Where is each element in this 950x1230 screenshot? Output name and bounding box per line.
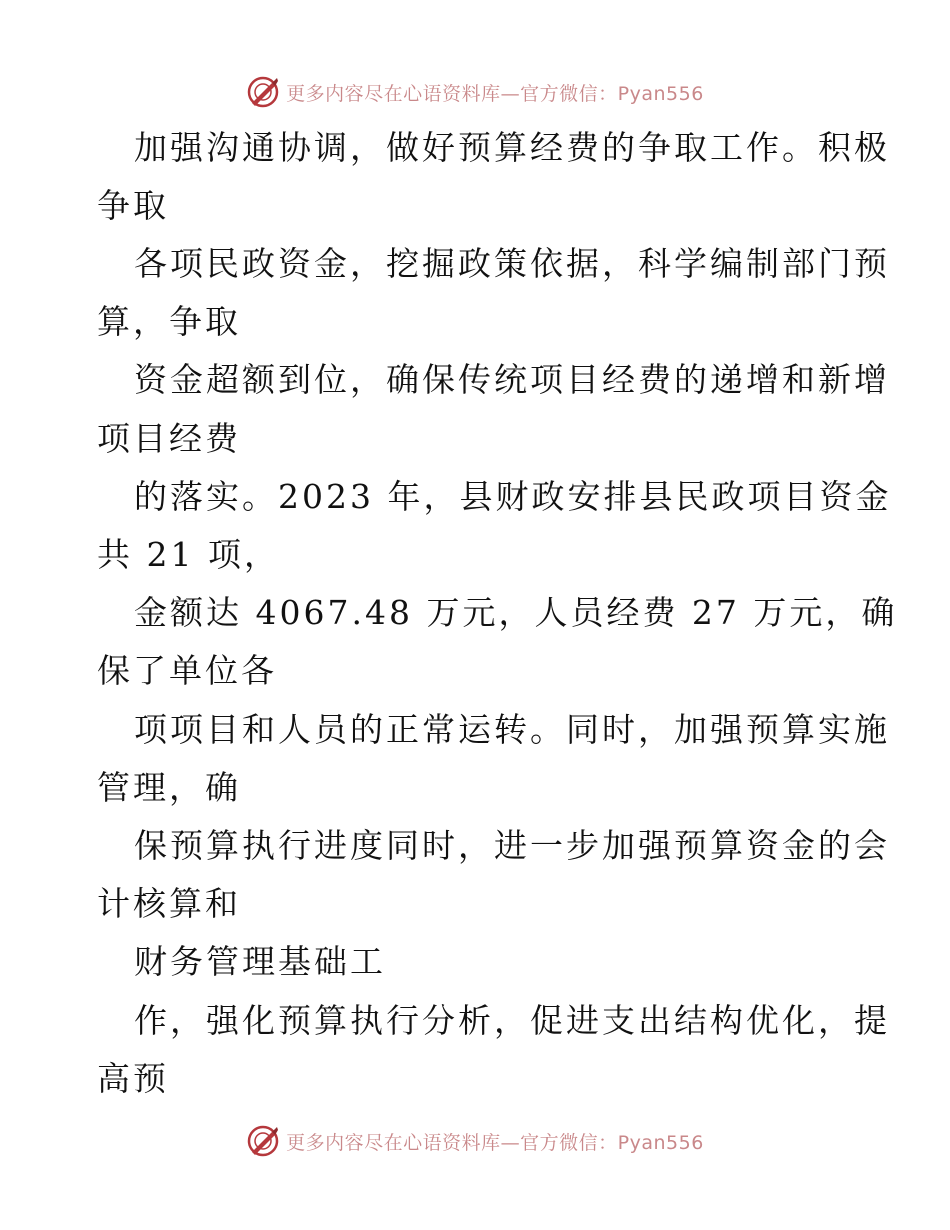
body-line-12: 管理，确 <box>97 768 241 807</box>
header-watermark-wechat-id: Pyan556 <box>617 82 704 105</box>
body-line-14: 计核算和 <box>97 884 241 923</box>
body-line-16: 作，强化预算执行分析，促进支出结构优化，提 <box>134 1001 890 1040</box>
body-line-8: 共 21 项， <box>97 535 280 574</box>
body-line-3: 各项民政资金，挖掘政策依据，科学编制部门预 <box>134 244 890 283</box>
body-line-1: 加强沟通协调，做好预算经费的争取工作。积极 <box>134 128 890 167</box>
body-line-5: 资金超额到位，确保传统项目经费的递增和新增 <box>134 360 890 399</box>
footer-watermark-wechat-id: Pyan556 <box>617 1131 704 1154</box>
body-line-9: 金额达 4067.48 万元，人员经费 27 万元，确 <box>134 593 898 632</box>
footer-watermark <box>0 1121 950 1161</box>
body-line-15: 财务管理基础工 <box>134 942 386 981</box>
body-line-2: 争取 <box>97 186 169 225</box>
body-line-10: 保了单位各 <box>97 651 277 690</box>
footer-watermark-text: 更多内容尽在心语资料库—官方微信：Pyan556 <box>286 1131 704 1154</box>
body-line-11: 项项目和人员的正常运转。同时，加强预算实施 <box>134 710 890 749</box>
body-line-7: 的落实。2023 年，县财政安排县民政项目资金 <box>134 477 892 516</box>
body-line-17: 高预 <box>97 1059 169 1098</box>
header-watermark-text: 更多内容尽在心语资料库—官方微信：Pyan556 <box>286 82 704 105</box>
body-line-4: 算，争取 <box>97 302 241 341</box>
body-line-6: 项目经费 <box>97 419 241 458</box>
watermark-logo-icon <box>246 1124 280 1158</box>
body-line-13: 保预算执行进度同时，进一步加强预算资金的会 <box>134 826 890 865</box>
